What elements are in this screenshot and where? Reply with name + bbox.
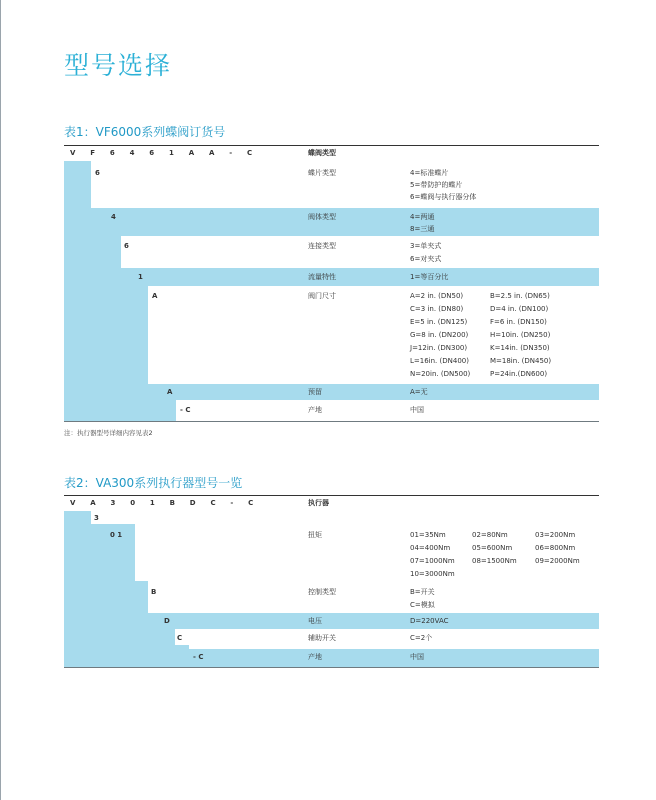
table1-band-row <box>91 208 599 236</box>
table2-band-col <box>162 629 175 667</box>
table1-size-value: A=2 in. (DN50) <box>410 292 464 300</box>
table1-row-value: 6=蝶阀与执行器分体 <box>410 193 477 201</box>
table1-row-value: 8=三通 <box>410 225 435 233</box>
table2-torque-value: 08=1500Nm <box>472 557 517 565</box>
table2-torque-value: 09=2000Nm <box>535 557 580 565</box>
table1-size-value: N=20in. (DN500) <box>410 370 471 378</box>
table2-bottom-rule <box>64 667 599 668</box>
table1-size-value: K=14in. (DN350) <box>490 344 550 352</box>
table1-row-value: 中国 <box>410 406 424 414</box>
table2-row-name: 电压 <box>308 617 322 625</box>
table1-bottom-rule <box>64 421 599 422</box>
table2-torque-value: 07=1000Nm <box>410 557 455 565</box>
table2-title: 表2：VA300系列执行器型号一览 <box>64 476 243 490</box>
table2-band-col <box>175 645 189 667</box>
table2-torque-value: 01=35Nm <box>410 531 446 539</box>
table1-band-col <box>135 286 148 421</box>
table2-band-col <box>64 511 91 667</box>
table1-size-value: F=6 in. (DN150) <box>490 318 547 326</box>
table1-row-name: 预留 <box>308 388 322 396</box>
table1-row-code: 1 <box>138 273 143 281</box>
table1-size-value: C=3 in. (DN80) <box>410 305 464 313</box>
table2-torque-value: 06=800Nm <box>535 544 576 552</box>
table1-size-value: M=18in. (DN450) <box>490 357 552 365</box>
table2-row-name: 辅助开关 <box>308 634 336 642</box>
table2-row-name: 控制类型 <box>308 588 336 596</box>
table2-torque-value: 10=3000Nm <box>410 570 455 578</box>
table2-band-row <box>148 613 599 629</box>
table1-row-name: 阀门尺寸 <box>308 292 336 300</box>
table1-size-value: B=2.5 in. (DN65) <box>490 292 550 300</box>
table1 <box>64 145 599 421</box>
table1-row-value: 5=带防护的蝶片 <box>410 181 463 189</box>
table1-size-value: L=16in. (DN400) <box>410 357 469 365</box>
table2-row-code: D <box>164 617 170 625</box>
table1-row-name: 蝶片类型 <box>308 169 336 177</box>
table2-row-code: C <box>177 634 183 642</box>
table1-code-header: V F 6 4 6 1 A A - C <box>70 149 259 157</box>
table1-size-value: G=8 in. (DN200) <box>410 331 469 339</box>
table2-torque-value: 02=80Nm <box>472 531 508 539</box>
table1-row-code: 4 <box>111 213 116 221</box>
table1-size-value: J=12in. (DN300) <box>410 344 468 352</box>
table2-band-col <box>135 581 148 667</box>
table1-band-col <box>109 236 121 421</box>
table2-row-value: C=模拟 <box>410 601 435 609</box>
table1-size-value: D=4 in. (DN100) <box>490 305 549 313</box>
table1-note: 注：执行器型号详细内容见表2 <box>64 429 153 437</box>
table2-torque-value: 03=200Nm <box>535 531 576 539</box>
table1-band-row <box>148 384 599 400</box>
table1-row-code: 6 <box>124 242 129 250</box>
table1-size-value: H=10in. (DN250) <box>490 331 551 339</box>
table1-row-name: 产地 <box>308 406 322 414</box>
table2 <box>64 495 599 667</box>
table2-row-value: D=220VAC <box>410 617 449 625</box>
table2-code-header: V A 3 0 1 B D C - C <box>70 499 260 507</box>
table2-row-value: C=2个 <box>410 634 433 642</box>
table1-top-rule <box>64 145 599 146</box>
table2-band-col <box>91 524 135 667</box>
page-left-border <box>0 0 1 800</box>
table1-row-code: A <box>152 292 158 300</box>
table1-band-row <box>121 268 599 286</box>
table1-row-value: 3=单夹式 <box>410 242 442 250</box>
table2-band-col <box>148 613 162 667</box>
table1-row-value: 4=两通 <box>410 213 435 221</box>
table1-title: 表1：VF6000系列蝶阀订货号 <box>64 125 226 139</box>
page-title: 型号选择 <box>64 51 173 80</box>
table2-top-rule <box>64 495 599 496</box>
table1-band-col <box>91 208 109 421</box>
table2-row-code: 0 1 <box>110 531 123 539</box>
table1-row-name: 连接类型 <box>308 242 336 250</box>
table2-row-value: B=开关 <box>410 588 435 596</box>
table1-size-value: E=5 in. (DN125) <box>410 318 468 326</box>
table2-header: 执行器 <box>308 499 329 507</box>
table1-row-code: 6 <box>95 169 100 177</box>
table1-row-value: 6=对夹式 <box>410 255 442 263</box>
table1-header: 蝶阀类型 <box>308 149 336 157</box>
table1-row-value: 1=等百分比 <box>410 273 449 281</box>
table1-row-name: 流量特性 <box>308 273 336 281</box>
table2-torque-value: 04=400Nm <box>410 544 451 552</box>
table1-row-value: 4=标准蝶片 <box>410 169 449 177</box>
table2-row-name: 产地 <box>308 653 322 661</box>
table1-band-col <box>64 161 91 421</box>
table2-row-code: - C <box>193 653 204 661</box>
table2-band-row <box>189 649 599 667</box>
table2-row-code: 3 <box>94 514 99 522</box>
table1-row-code: - C <box>180 406 191 414</box>
table1-row-code: A <box>167 388 173 396</box>
table1-row-name: 阀体类型 <box>308 213 336 221</box>
table2-row-code: B <box>151 588 157 596</box>
table2-torque-value: 05=600Nm <box>472 544 513 552</box>
table2-row-name: 扭矩 <box>308 531 322 539</box>
table1-row-value: A=无 <box>410 388 428 396</box>
table2-row-value: 中国 <box>410 653 424 661</box>
table1-size-value: P=24in.(DN600) <box>490 370 548 378</box>
table1-band-col <box>121 268 135 421</box>
